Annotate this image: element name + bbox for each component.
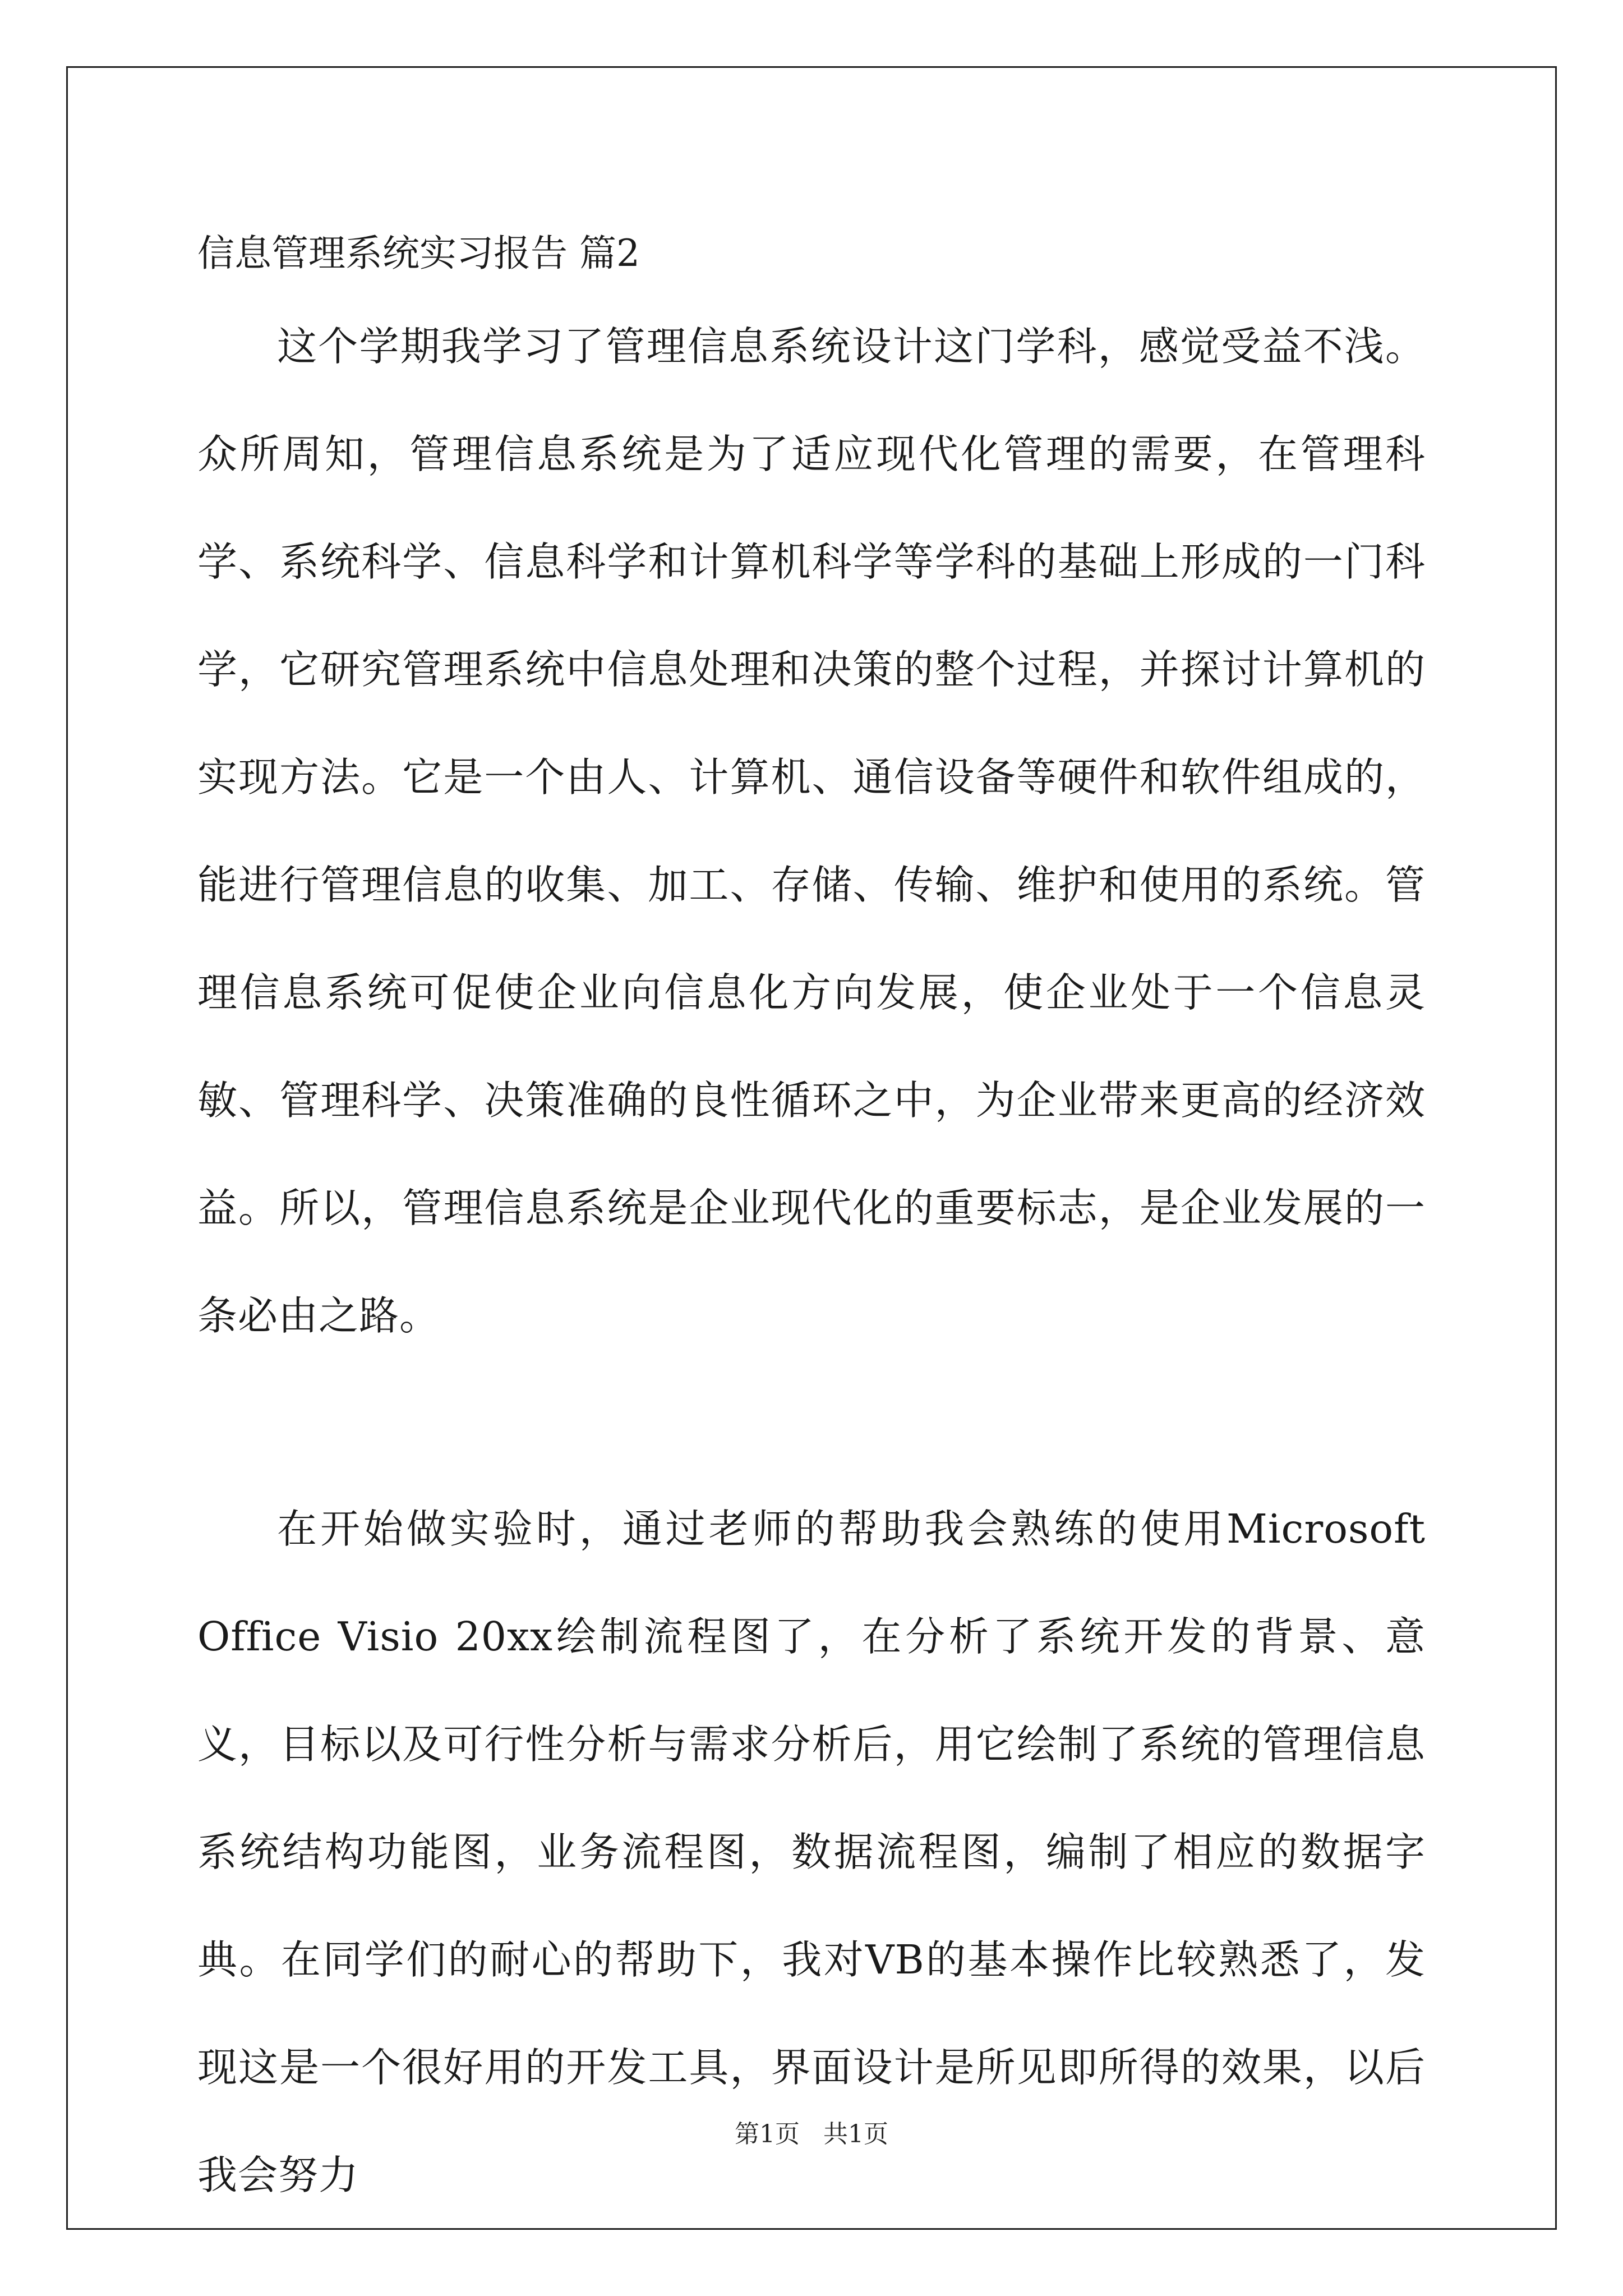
body-paragraph: 这个学期我学习了管理信息系统设计这门学科，感觉受益不浅。众所周知，管理信息系统是为了适应现代化管理的需要，在管理科学、系统科学、信息科学和计算机科学等学科的基础上形成的一门科学，它研究管理系统中信息处理和决策的整个过程，并探讨计算机的实现方法。它是一个由人、计算机、通信设备等硬件和软件组成的，能进行管理信息的收集、加工、存储、传输、维护和使用的系统。管理信息系统可促使企业向信息化方向发展，使企业处于一个信息灵敏、管理科学、决策准确的良性循环之中，为企业带来更高的经济效益。所以，管理信息系统是企业现代化的重要标志，是企业发展的一条必由之路。 bbox=[197, 323, 1426, 1339]
body-paragraph: 在开始做实验时，通过老师的帮助我会熟练的使用Microsoft Office Visio 20xx绘制流程图了，在分析了系统开发的背景、意义，目标以及可行性分析与需求分析后，用它绘制了系统的管理信息系统结构功能图，业务流程图，数据流程图，编制了相应的数据字典。在同学们的耐心的帮助下，我对VB的基本操作比较熟悉了，发现这是一个很好用的开发工具，界面设计是所见即所得的效果，以后我会努力 bbox=[197, 1506, 1426, 2198]
document-title: 信息管理系统实习报告 篇2 bbox=[197, 232, 640, 275]
page-number-footer: 第1页 共1页 bbox=[735, 2120, 888, 2148]
